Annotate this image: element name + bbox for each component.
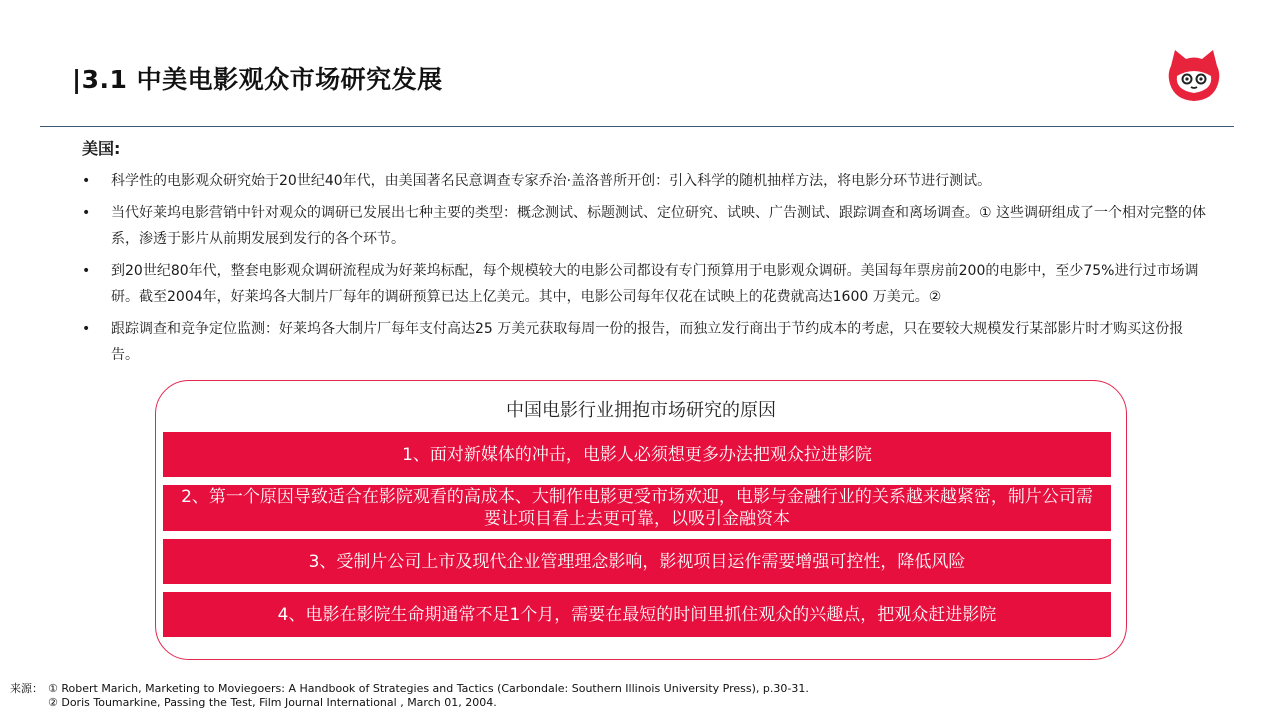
- reason-bar-1: 1、面对新媒体的冲击，电影人必须想更多办法把观众拉进影院: [163, 432, 1111, 477]
- source-item: ② Doris Toumarkine, Passing the Test, Film Journal International , March 01, 2004.: [48, 696, 497, 709]
- sources-footer: [10, 682, 809, 710]
- reason-bar-3: 3、受制片公司上市及现代企业管理理念影响，影视项目运作需要增强可控性，降低风险: [163, 539, 1111, 584]
- bullet-item: • 科学性的电影观众研究始于20世纪40年代，由美国著名民意调查专家乔治·盖洛普所开创：引入科学的随机抽样方法，将电影分环节进行测试。: [80, 168, 1210, 194]
- page-title: |3.1 中美电影观众市场研究发展: [72, 65, 443, 94]
- maoyan-cat-icon: [1165, 46, 1223, 104]
- reason-bar-4: 4、电影在影院生命期通常不足1个月，需要在最短的时间里抓住观众的兴趣点，把观众赶进影院: [163, 592, 1111, 637]
- source-item: ① Robert Marich, Marketing to Moviegoers: A Handbook of Strategies and Tactics (Carbondale: Southern Illinois University Press), p.30-31.: [48, 682, 809, 695]
- reasons-panel: [155, 380, 1127, 660]
- reason-bar-2: 2、第一个原因导致适合在影院观看的高成本、大制作电影更受市场欢迎，电影与金融行业的关系越来越紧密，制片公司需要让项目看上去更可靠，以吸引金融资本: [163, 485, 1111, 531]
- bullet-list: [80, 168, 1210, 374]
- header-divider: [40, 126, 1234, 127]
- section-heading: 美国:: [82, 139, 121, 158]
- reasons-title: 中国电影行业拥抱市场研究的原因: [506, 400, 776, 421]
- bullet-item: • 跟踪调查和竞争定位监测：好莱坞各大制片厂每年支付高达25 万美元获取每周一份的报告，而独立发行商出于节约成本的考虑，只在要较大规模发行某部影片时才购买这份报告。: [80, 316, 1210, 368]
- bullet-item: • 当代好莱坞电影营销中针对观众的调研已发展出七种主要的类型：概念测试、标题测试、定位研究、试映、广告测试、跟踪调查和离场调查。① 这些调研组成了一个相对完整的体系，渗透于影片从前期发展到发行的各个环节。: [80, 200, 1210, 252]
- sources-label: 来源：: [10, 682, 43, 695]
- bullet-item: • 到20世纪80年代，整套电影观众调研流程成为好莱坞标配，每个规模较大的电影公司都设有专门预算用于电影观众调研。美国每年票房前200的电影中，至少75%进行过市场调研。截至2004年，好莱坞各大制片厂每年的调研预算已达上亿美元。其中，电影公司每年仅花在试映上的花费就高达1600 万美元。②: [80, 258, 1210, 310]
